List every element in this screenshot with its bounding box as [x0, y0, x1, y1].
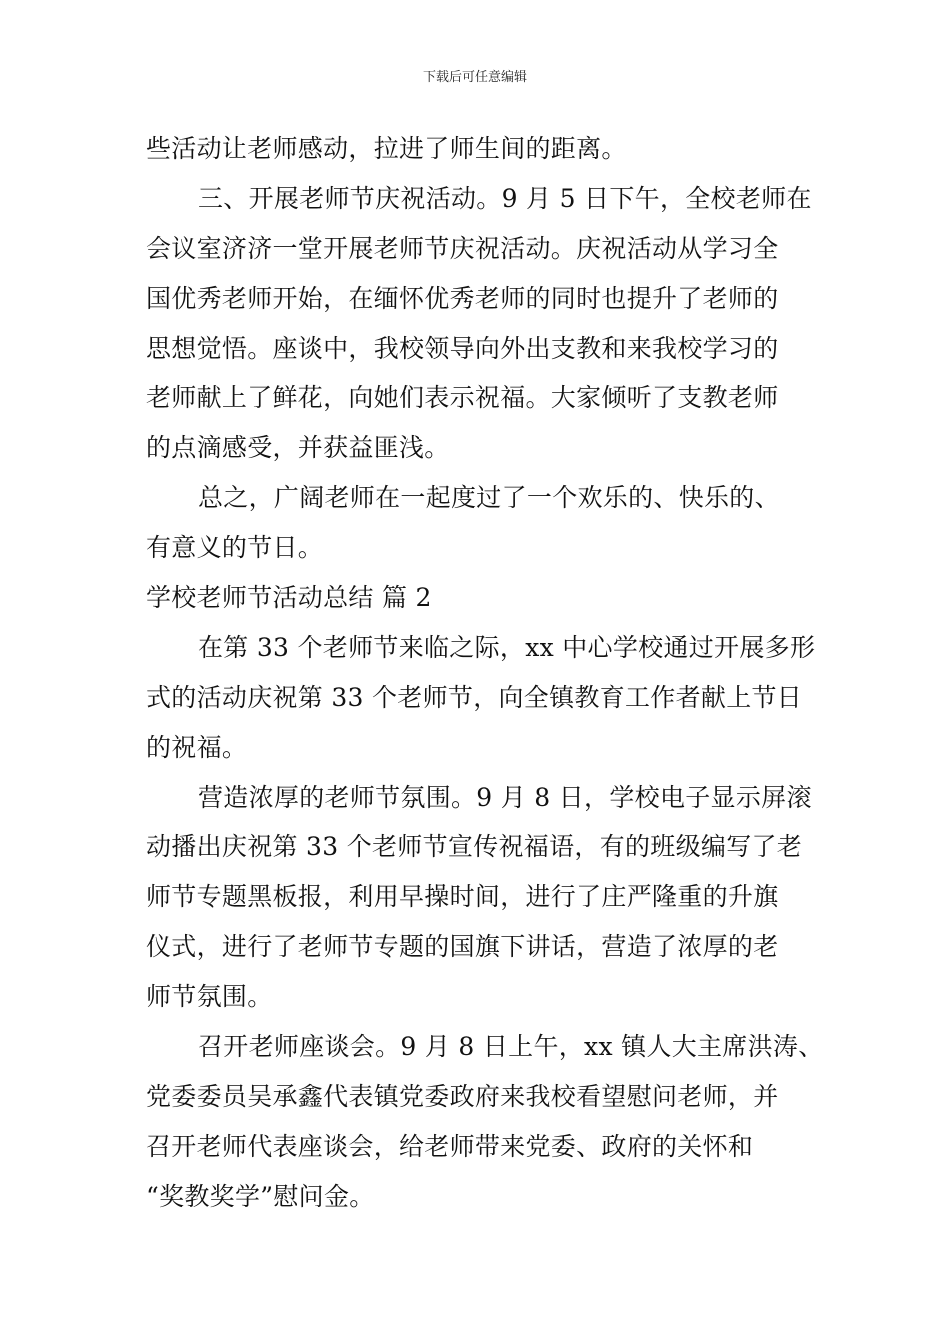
text-line: 国优秀老师开始，在缅怀优秀老师的同时也提升了老师的 [146, 283, 779, 313]
paragraph-first-line: 总之，广阔老师在一起度过了一个欢乐的、快乐的、 [198, 483, 780, 513]
text-line: 有意义的节日。 [146, 533, 324, 563]
text-line: 的祝福。 [146, 732, 248, 762]
paragraph-first-line: 召开老师座谈会。9 月 8 日上午，xx 镇人大主席洪涛、 [198, 1032, 824, 1062]
section-heading: 学校老师节活动总结 篇 2 [146, 583, 432, 613]
text-line: “奖教奖学”慰问金。 [146, 1181, 375, 1211]
text-line: 思想觉悟。座谈中，我校领导向外出支教和来我校学习的 [146, 333, 779, 363]
text-line: 仪式，进行了老师节专题的国旗下讲话，营造了浓厚的老 [146, 932, 779, 962]
text-line: 师节氛围。 [146, 982, 273, 1012]
paragraph-first-line: 营造浓厚的老师节氛围。9 月 8 日，学校电子显示屏滚 [198, 782, 812, 812]
text-line: 召开老师代表座谈会，给老师带来党委、政府的关怀和 [146, 1131, 754, 1161]
paragraph-first-line: 在第 33 个老师节来临之际，xx 中心学校通过开展多形 [198, 632, 816, 662]
text-line: 师节专题黑板报，利用早操时间，进行了庄严隆重的升旗 [146, 882, 779, 912]
paragraph-first-line: 三、开展老师节庆祝活动。9 月 5 日下午，全校老师在 [198, 183, 812, 213]
text-line: 会议室济济一堂开展老师节庆祝活动。庆祝活动从学习全 [146, 233, 779, 263]
text-line: 些活动让老师感动，拉进了师生间的距离。 [146, 134, 627, 163]
page-header-note: 下载后可任意编辑 [422, 70, 527, 85]
text-line: 式的活动庆祝第 33 个老师节，向全镇教育工作者献上节日 [146, 682, 803, 712]
text-line: 党委委员吴承鑫代表镇党委政府来我校看望慰问老师，并 [146, 1081, 779, 1111]
text-line: 老师献上了鲜花，向她们表示祝福。大家倾听了支教老师 [146, 383, 779, 413]
text-line: 的点滴感受，并获益匪浅。 [146, 433, 450, 463]
text-line: 动播出庆祝第 33 个老师节宣传祝福语，有的班级编写了老 [146, 832, 803, 862]
document-body [146, 124, 824, 1222]
